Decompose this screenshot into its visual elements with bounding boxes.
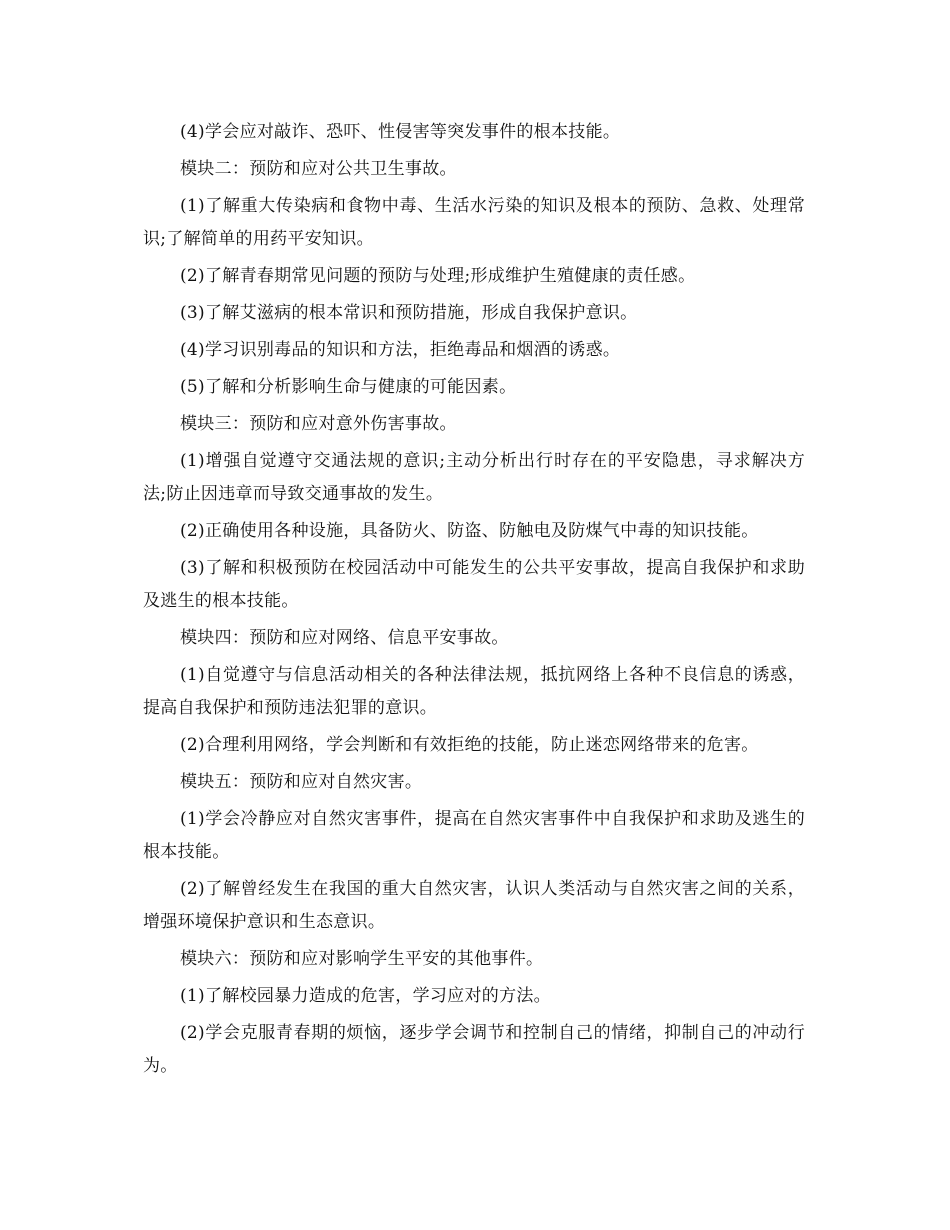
paragraph: (5)了解和分析影响生命与健康的可能因素。 [180, 377, 517, 397]
section-heading: 模块四：预防和应对网络、信息平安事故。 [180, 628, 509, 648]
paragraph: (1)学会冷静应对自然灾害事件，提高在自然灾害事件中自我保护和求助及逃生的根本技能。 [143, 809, 805, 862]
paragraph: (3)了解艾滋病的根本常识和预防措施，形成自我保护意识。 [180, 303, 638, 323]
paragraph: (2)正确使用各种设施，具备防火、防盗、防触电及防煤气中毒的知识技能。 [180, 521, 759, 541]
section-heading: 模块三：预防和应对意外伤害事故。 [180, 414, 457, 434]
paragraph: (4)学会应对敲诈、恐吓、性侵害等突发事件的根本技能。 [180, 122, 621, 142]
paragraph: (2)了解青春期常见问题的预防与处理;形成维护生殖健康的责任感。 [180, 266, 696, 286]
paragraph: (4)学习识别毒品的知识和方法，拒绝毒品和烟酒的诱惑。 [180, 340, 621, 360]
paragraph: (2)学会克服青春期的烦恼，逐步学会调节和控制自己的情绪，抑制自己的冲动行为。 [143, 1023, 805, 1076]
section-heading: 模块二：预防和应对公共卫生事故。 [180, 159, 457, 179]
paragraph: (2)合理利用网络，学会判断和有效拒绝的技能，防止迷恋网络带来的危害。 [180, 735, 759, 755]
section-heading: 模块五：预防和应对自然灾害。 [180, 772, 423, 792]
document-body [143, 116, 805, 1083]
paragraph: (1)了解校园暴力造成的危害，学习应对的方法。 [180, 986, 551, 1006]
paragraph: (3)了解和积极预防在校园活动中可能发生的公共平安事故，提高自我保护和求助及逃生的根本技能。 [143, 558, 805, 611]
paragraph: (1)自觉遵守与信息活动相关的各种法律法规，抵抗网络上各种不良信息的诱惑，提高自我保护和预防违法犯罪的意识。 [143, 665, 805, 718]
paragraph: (1)增强自觉遵守交通法规的意识;主动分析出行时存在的平安隐患，寻求解决方法;防止因违章而导致交通事故的发生。 [143, 451, 805, 504]
paragraph: (1)了解重大传染病和食物中毒、生活水污染的知识及根本的预防、急救、处理常识;了解简单的用药平安知识。 [143, 196, 805, 249]
paragraph: (2)了解曾经发生在我国的重大自然灾害，认识人类活动与自然灾害之间的关系，增强环境保护意识和生态意识。 [143, 879, 805, 932]
section-heading: 模块六：预防和应对影响学生平安的其他事件。 [180, 949, 544, 969]
